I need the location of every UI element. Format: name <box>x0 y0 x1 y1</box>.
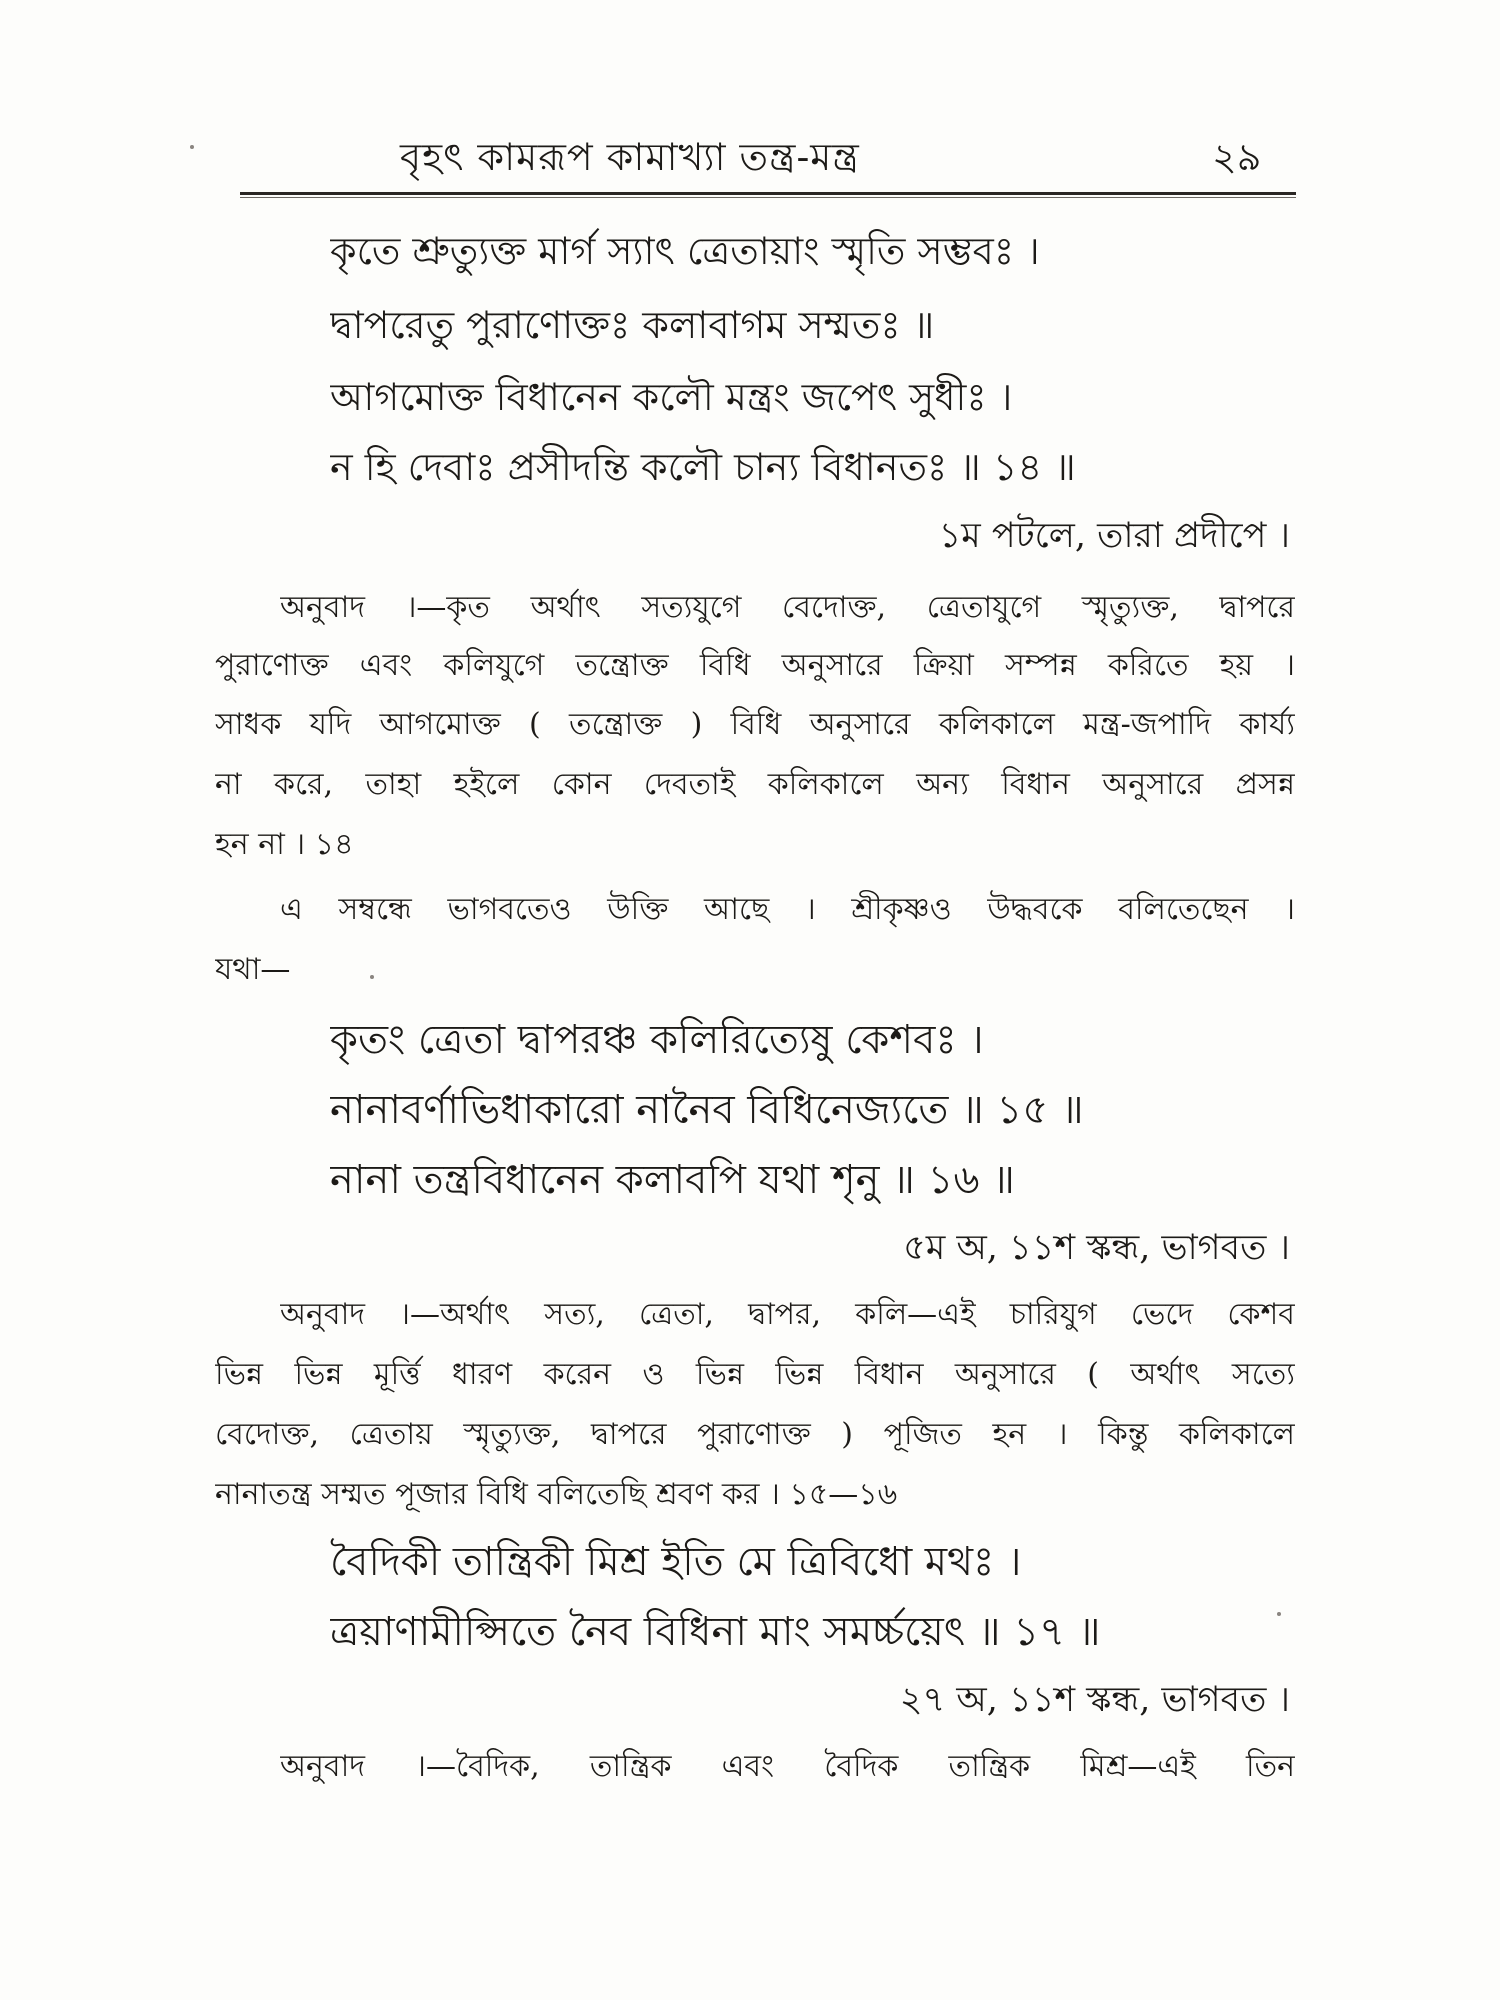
scan-speck <box>1277 1612 1281 1616</box>
translation-line: অনুবাদ ।—বৈদিক, তান্ত্রিক এবং বৈদিক তান্ত্রিক মিশ্র—এই তিন <box>280 1749 1295 1784</box>
verse-line: আগমোক্ত বিধানেন কলৌ মন্ত্রং জপেৎ সুধীঃ । <box>330 375 1013 419</box>
translation-line: অনুবাদ ।—অর্থাৎ সত্য, ত্রেতা, দ্বাপর, কলি—এই চারিযুগ ভেদে কেশব <box>280 1297 1295 1332</box>
source-reference: ১ম পটলে, তারা প্রদীপে । <box>938 516 1290 556</box>
translation-line: বেদোক্ত, ত্রেতায় স্মৃত্যুক্ত, দ্বাপরে পুরাণোক্ত ) পূজিত হন । কিন্তু কলিকালে <box>215 1417 1295 1452</box>
translation-line: সাধক যদি আগমোক্ত ( তন্ত্রোক্ত ) বিধি অনুসারে কলিকালে মন্ত্র-জপাদি কার্য্য <box>215 707 1295 742</box>
verse-line: বৈদিকী তান্ত্রিকী মিশ্র ইতি মে ত্রিবিধো মথঃ । <box>330 1539 1022 1585</box>
source-reference: ৫ম অ, ১১শ স্কন্ধ, ভাগবত । <box>903 1228 1290 1268</box>
page-number: ২৯ <box>1212 135 1262 179</box>
translation-line: অনুবাদ ।—কৃত অর্থাৎ সত্যযুগে বেদোক্ত, ত্রেতাযুগে স্মৃত্যুক্ত, দ্বাপরে <box>280 590 1295 625</box>
translation-line: নানাতন্ত্র সম্মত পূজার বিধি বলিতেছি শ্রবণ কর । ১৫—১৬ <box>215 1477 898 1512</box>
running-header-title: বৃহৎ কামরূপ কামাখ্যা তন্ত্র-মন্ত্র <box>400 135 860 179</box>
verse-line: কৃতং ত্রেতা দ্বাপরঞ্চ কলিরিত্যেষু কেশবঃ । <box>330 1017 984 1063</box>
intro-line: যথা— <box>215 952 291 987</box>
verse-line: নানাবর্ণাভিধাকারো নানৈব বিধিনেজ্যতে ॥ ১৫ ॥ <box>330 1087 1084 1133</box>
translation-line: না করে, তাহা হইলে কোন দেবতাই কলিকালে অন্য বিধান অনুসারে প্রসন্ন <box>215 767 1295 802</box>
scan-speck <box>190 145 194 149</box>
verse-line: ন হি দেবাঃ প্রসীদন্তি কলৌ চান্য বিধানতঃ ॥ ১৪ ॥ <box>330 445 1076 489</box>
translation-line: ভিন্ন ভিন্ন মূর্ত্তি ধারণ করেন ও ভিন্ন ভিন্ন বিধান অনুসারে ( অর্থাৎ সত্যে <box>215 1357 1295 1392</box>
header-rule <box>240 192 1296 198</box>
verse-line: দ্বাপরেতু পুরাণোক্তঃ কলাবাগম সম্মতঃ ॥ <box>330 303 935 347</box>
verse-line: কৃতে শ্রুত্যুক্ত মার্গ স্যাৎ ত্রেতায়াং স্মৃতি সম্ভবঃ । <box>330 229 1040 273</box>
translation-line: পুরাণোক্ত এবং কলিযুগে তন্ত্রোক্ত বিধি অনুসারে ক্রিয়া সম্পন্ন করিতে হয় । <box>215 648 1295 683</box>
scan-speck <box>370 975 374 979</box>
intro-line: এ সম্বন্ধে ভাগবতেও উক্তি আছে । শ্রীকৃষ্ণও উদ্ধবকে বলিতেছেন । <box>280 892 1295 927</box>
translation-line: হন না । ১৪ <box>215 827 354 862</box>
source-reference: ২৭ অ, ১১শ স্কন্ধ, ভাগবত । <box>899 1680 1290 1720</box>
verse-line: নানা তন্ত্রবিধানেন কলাবপি যথা শৃনু ॥ ১৬ ॥ <box>330 1157 1015 1203</box>
verse-line: ত্রয়াণামীপ্সিতে নৈব বিধিনা মাং সমর্চ্চয়েৎ ॥ ১৭ ॥ <box>330 1609 1101 1655</box>
